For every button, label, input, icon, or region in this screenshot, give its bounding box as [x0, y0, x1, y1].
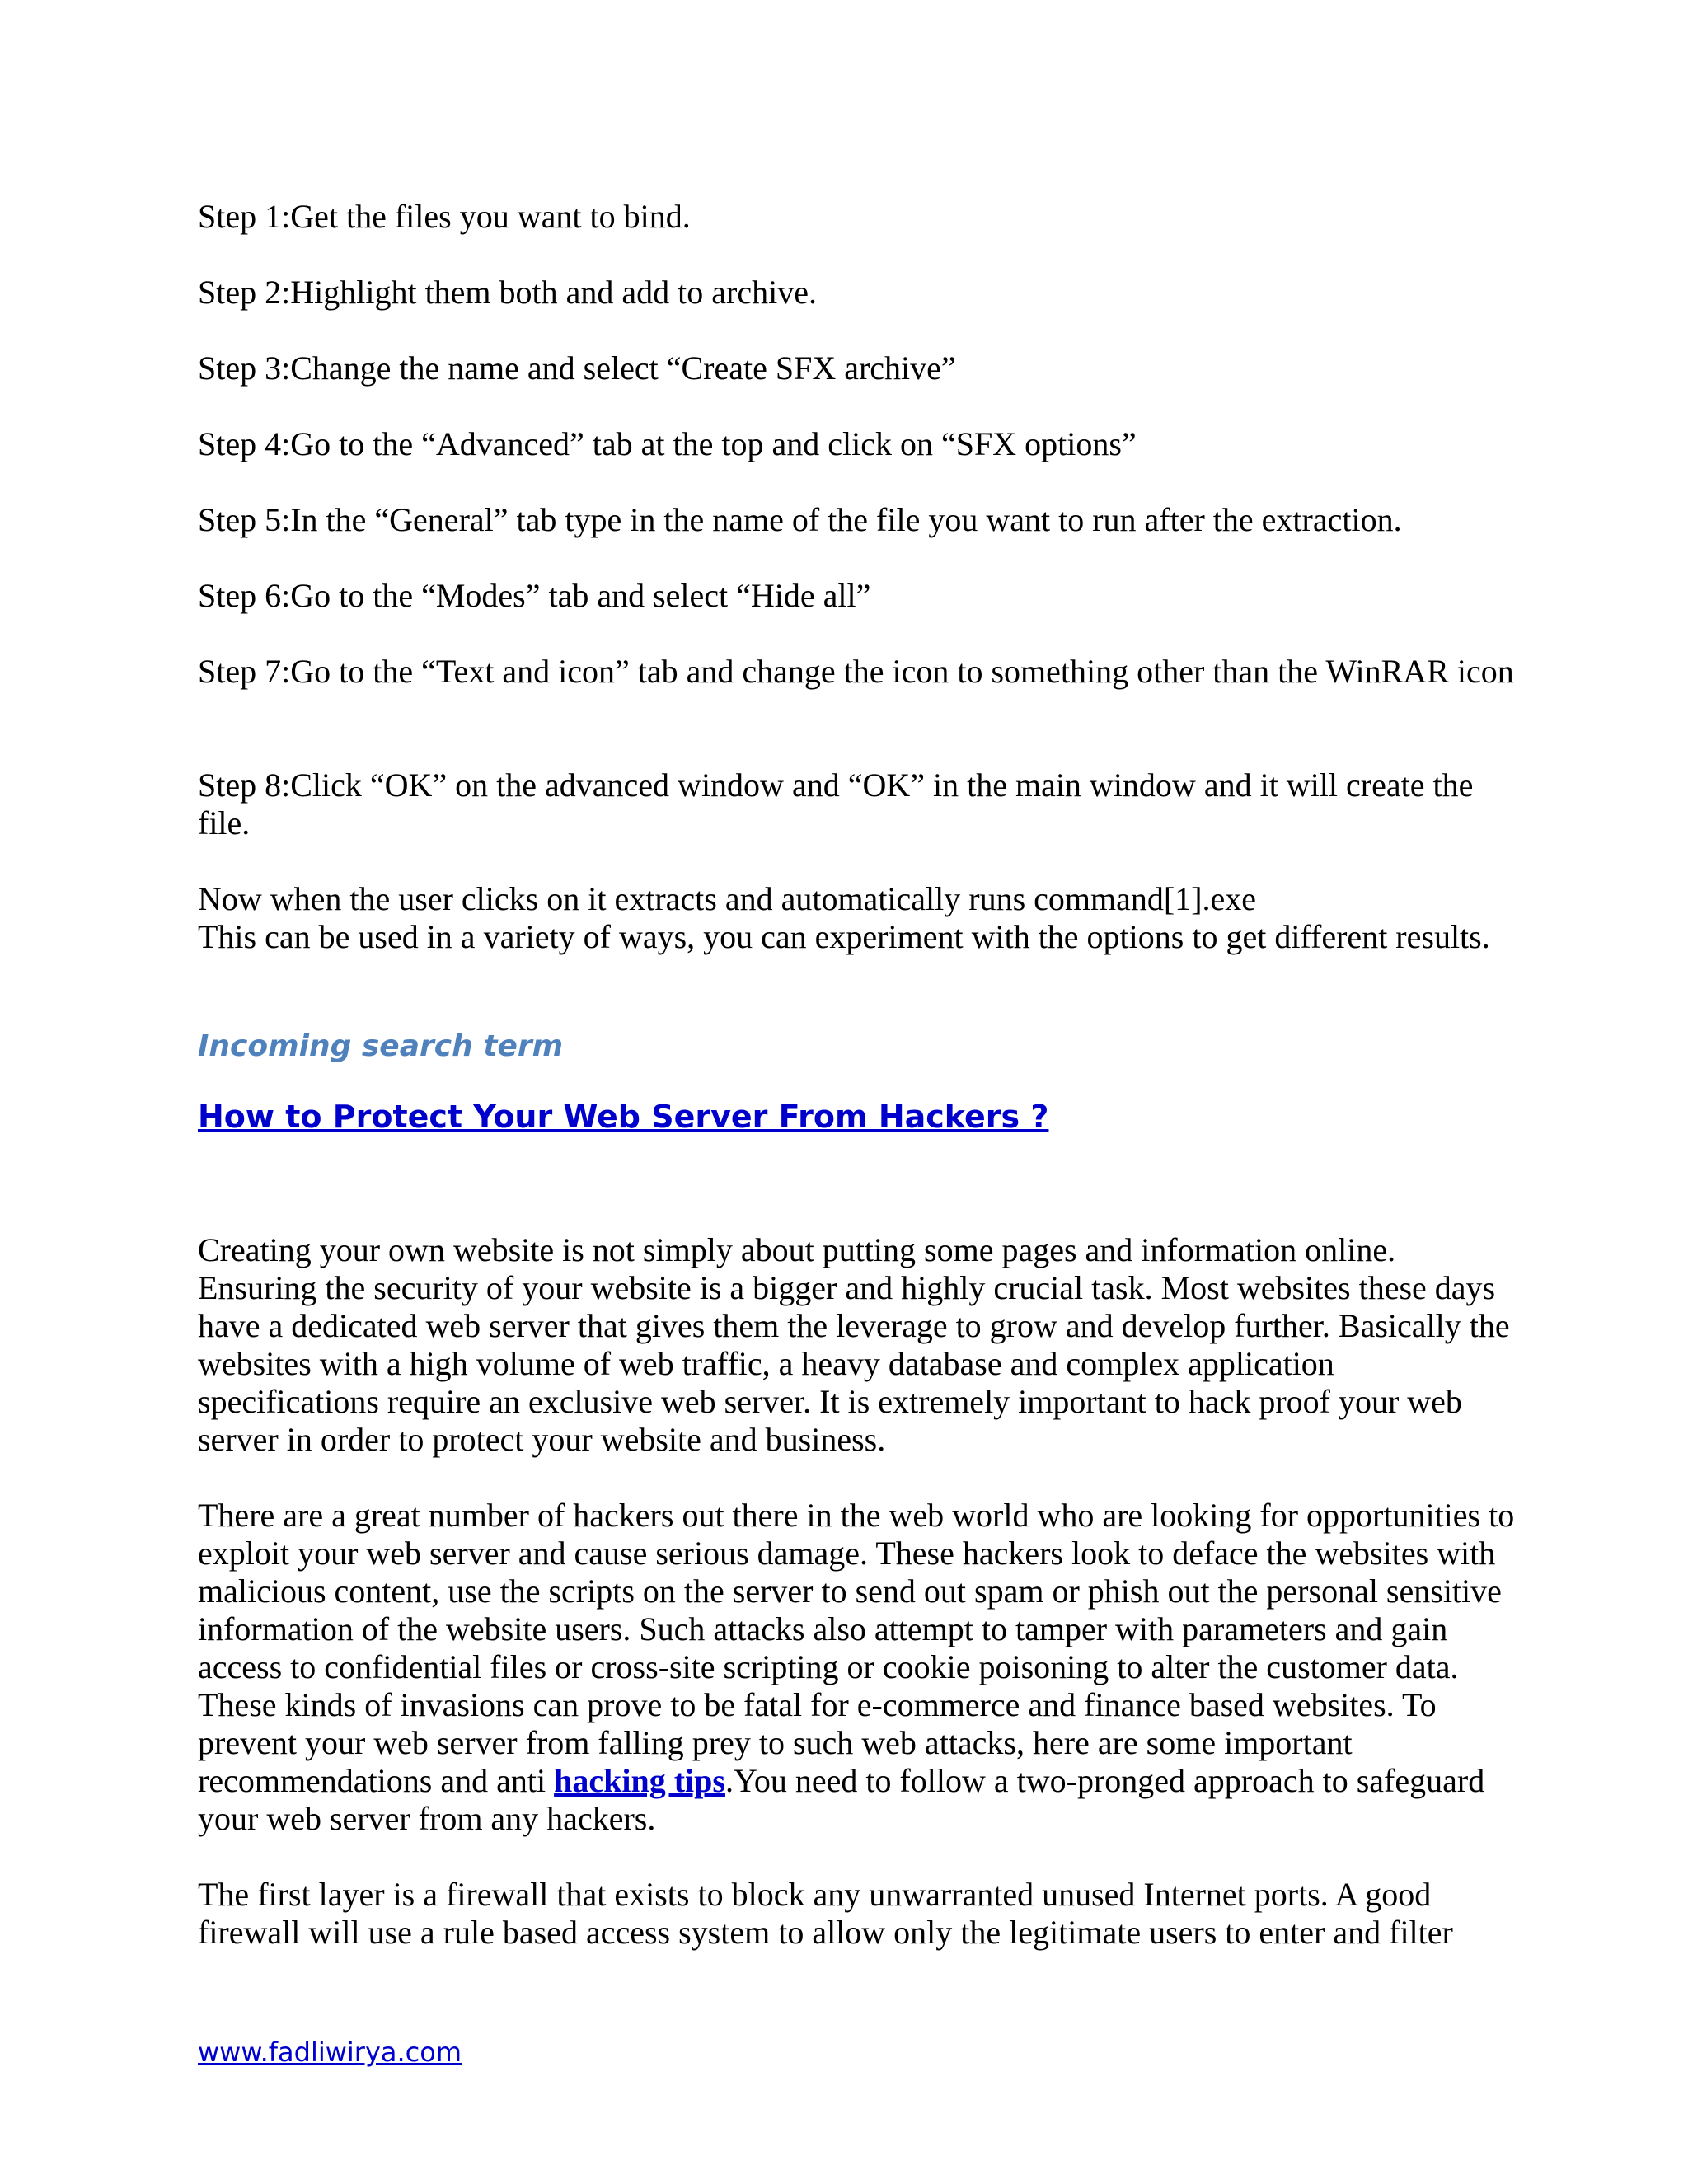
- step-3: Step 3:Change the name and select “Create SFX archive”: [198, 349, 956, 387]
- step-7: Step 7:Go to the “Text and icon” tab and change the icon to something other than the WinRAR icon: [198, 653, 1514, 690]
- article-title-link[interactable]: How to Protect Your Web Server From Hackers ?: [198, 1099, 1049, 1135]
- after-steps-line-2: This can be used in a variety of ways, you can experiment with the options to get different results.: [198, 918, 1490, 955]
- after-steps-line-1: Now when the user clicks on it extracts and automatically runs command[1].exe: [198, 880, 1257, 917]
- incoming-search-term-heading: Incoming search term: [198, 1029, 564, 1063]
- article-paragraph-2-text-after: .You need to follow a two-pronged approach to safeguard your web server from any hackers.: [198, 1762, 1485, 1837]
- article-paragraph-1: Creating your own website is not simply about putting some pages and information online. Ensuring the security of your website is a bigger and highly crucial task. Most websites these days have a dedicated web server that gives them the leverage to grow and develop further. Basically the websites with a high volume of web traffic, a heavy database and complex application specifications require an exclusive web server. It is extremely important to hack proof your web server in order to protect your website and business.: [198, 1231, 1510, 1458]
- step-5: Step 5:In the “General” tab type in the name of the file you want to run after the extraction.: [198, 501, 1402, 538]
- article-paragraph-2: [198, 1497, 1517, 1838]
- article-paragraph-3: The first layer is a firewall that exists to block any unwarranted unused Internet ports. A good firewall will use a rule based access system to allow only the legitimate users to enter and filter: [198, 1876, 1453, 1951]
- step-1: Step 1:Get the files you want to bind.: [198, 198, 691, 235]
- step-2: Step 2:Highlight them both and add to archive.: [198, 274, 817, 311]
- article-paragraph-2-text-before: There are a great number of hackers out there in the web world who are looking for opportunities to exploit your web server and cause serious damage. These hackers look to deface the websites with malicious content, use the scripts on the server to send out spam or phish out the personal sensitive information of the website users. Such attacks also attempt to tamper with parameters and gain access to confidential files or cross-site scripting or cookie poisoning to alter the customer data. These kinds of invasions can prove to be fatal for e-commerce and finance based websites. To prevent your web server from falling prey to such web attacks, here are some important recommendations and anti: [198, 1497, 1515, 1799]
- after-steps-text: [198, 880, 1517, 956]
- footer-website-link[interactable]: www.fadliwirya.com: [198, 2036, 462, 2068]
- step-8: Step 8:Click “OK” on the advanced window and “OK” in the main window and it will create the file.: [198, 766, 1474, 841]
- step-4: Step 4:Go to the “Advanced” tab at the top and click on “SFX options”: [198, 425, 1137, 462]
- step-6: Step 6:Go to the “Modes” tab and select “Hide all”: [198, 577, 871, 614]
- hacking-tips-link[interactable]: hacking tips: [554, 1762, 725, 1799]
